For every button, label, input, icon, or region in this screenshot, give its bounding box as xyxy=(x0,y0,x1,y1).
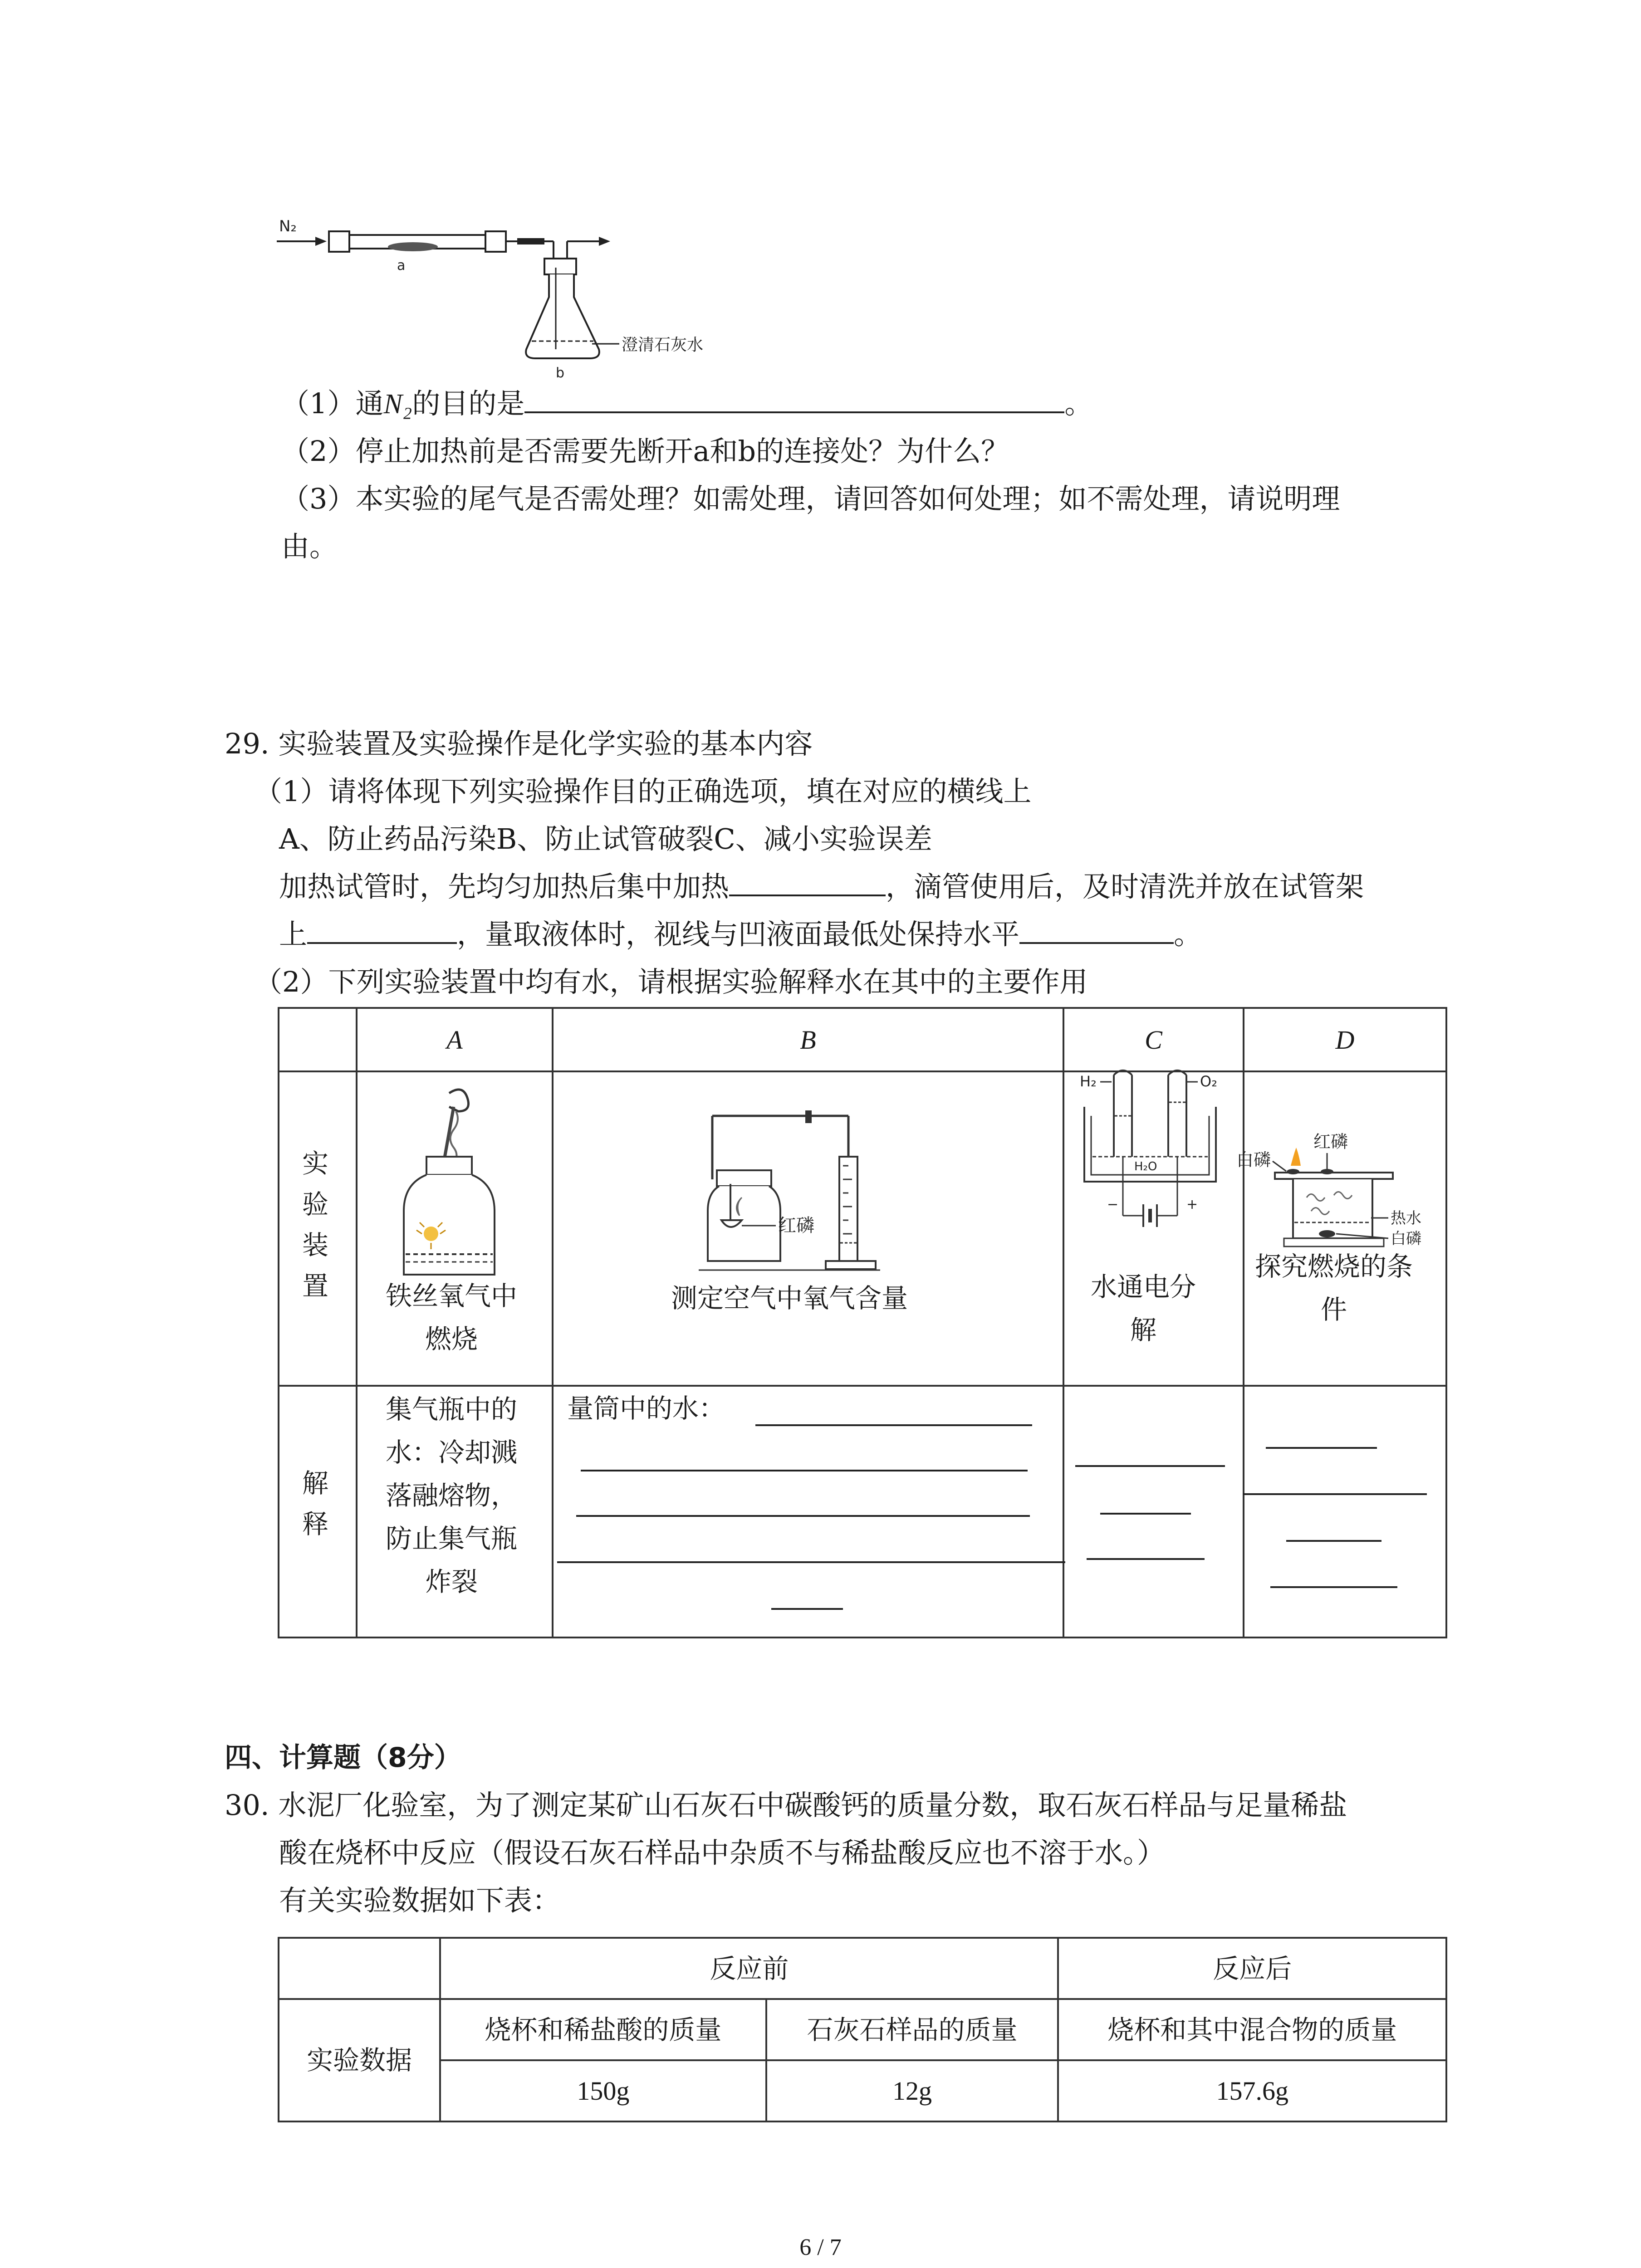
header-c: C xyxy=(1063,1008,1244,1071)
explain-a-line: 炸裂 xyxy=(425,1566,478,1597)
q29-fill-line1 xyxy=(279,866,1364,907)
answer-blank[interactable] xyxy=(557,1561,1065,1563)
q30-text-line1: 水泥厂化验室，为了测定某矿山石灰石中碳酸钙的质量分数，取石灰石样品与足量稀盐 xyxy=(278,1789,1347,1822)
explain-a-line: 集气瓶中的 xyxy=(385,1394,517,1425)
explain-a-line: 水：冷却溅 xyxy=(385,1437,517,1468)
header-d: D xyxy=(1244,1008,1446,1071)
answer-blank[interactable] xyxy=(307,915,457,944)
apparatus-b-label: 红磷 xyxy=(778,1215,814,1236)
answer-blank[interactable] xyxy=(576,1515,1030,1517)
fill1-text-a: 加热试管时，先均匀加热后集中加热 xyxy=(279,870,730,903)
d-hot-water-label: 热水 xyxy=(1391,1209,1421,1227)
table-corner xyxy=(279,1008,357,1071)
q28-sub1-var: N₂ xyxy=(383,389,412,420)
page-number: 6 / 7 xyxy=(799,2234,842,2260)
fill2-end: 。 xyxy=(1174,918,1202,951)
q30-val1: 150g xyxy=(440,2060,766,2121)
q30-line3: 有关实验数据如下表： xyxy=(279,1884,561,1917)
q30-corner xyxy=(279,1938,440,1999)
q29-title: 实验装置及实验操作是化学实验的基本内容 xyxy=(278,727,813,760)
q29-number: 29. xyxy=(225,727,269,760)
apparatus-a-iron-wire-drawing xyxy=(399,1084,508,1279)
explain-a xyxy=(363,1388,540,1603)
point-b-label: b xyxy=(556,365,565,381)
caption-d xyxy=(1234,1245,1434,1331)
apparatus-b-oxygen-measure-drawing xyxy=(699,1107,926,1279)
answer-blank[interactable] xyxy=(1075,1465,1225,1467)
q29-title-line xyxy=(225,723,813,764)
answer-blank[interactable] xyxy=(524,384,1064,413)
caption-c-line2: 解 xyxy=(1130,1315,1156,1345)
row-label-apparatus-text: 实 验 装 置 xyxy=(302,1148,328,1301)
c-plus-label: + xyxy=(1186,1197,1198,1212)
q30-row-label: 实验数据 xyxy=(279,1999,440,2121)
caption-b: 测定空气中氧气含量 xyxy=(671,1283,908,1314)
caption-d-line2: 件 xyxy=(1320,1294,1347,1325)
apparatus-diagram-n2-tube xyxy=(272,213,749,386)
q28-sub1 xyxy=(281,383,1092,425)
q29-sub2: （2）下列实验装置中均有水，请根据实验解释水在其中的主要作用 xyxy=(254,965,1088,998)
cell-explain-d xyxy=(1244,1386,1446,1637)
fill1-text-b: ，滴管使用后，及时清洗并放在试管架 xyxy=(886,870,1364,903)
header-b: B xyxy=(553,1008,1063,1071)
q29-options: A、防止药品污染B、防止试管破裂C、减小实验误差 xyxy=(279,822,932,855)
answer-blank[interactable] xyxy=(1270,1586,1397,1588)
q28-sub1-suffix: 的目的是 xyxy=(412,387,525,420)
answer-blank[interactable] xyxy=(1286,1540,1381,1542)
answer-blank[interactable] xyxy=(1266,1447,1377,1449)
q30-val3: 157.6g xyxy=(1058,2060,1446,2121)
n2-gas-label: N₂ xyxy=(279,217,297,235)
caption-a-line2: 燃烧 xyxy=(425,1324,478,1354)
answer-blank[interactable] xyxy=(1087,1558,1205,1560)
d-white-phosphorus-top-label: 白磷 xyxy=(1236,1150,1271,1170)
q30-line1 xyxy=(225,1785,1347,1826)
q30-col3: 烧杯和其中混合物的质量 xyxy=(1058,1999,1446,2060)
answer-blank[interactable] xyxy=(771,1608,843,1610)
caption-a-line1: 铁丝氧气中 xyxy=(385,1281,517,1311)
answer-blank[interactable] xyxy=(755,1424,1032,1426)
explain-a-line: 防止集气瓶 xyxy=(385,1523,517,1554)
answer-blank[interactable] xyxy=(729,867,886,896)
q30-before-header: 反应前 xyxy=(440,1938,1058,1999)
row-label-explain-text: 解 释 xyxy=(302,1468,328,1540)
q28-sub3-line1: （3）本实验的尾气是否需处理？如需处理，请回答如何处理；如不需处理，请说明理 xyxy=(281,482,1340,515)
lime-water-label: 澄清石灰水 xyxy=(622,336,704,354)
q29-sub1: （1）请将体现下列实验操作目的正确选项，填在对应的横线上 xyxy=(254,775,1032,808)
caption-a xyxy=(367,1275,535,1361)
c-h2-label: H₂ xyxy=(1080,1073,1097,1090)
caption-c xyxy=(1057,1266,1230,1352)
q28-sub1-end: 。 xyxy=(1064,387,1093,420)
q30-after-header: 反应后 xyxy=(1058,1938,1446,1999)
explain-b-prefix: 量筒中的水： xyxy=(567,1393,725,1424)
fill2-text-a: 上 xyxy=(279,918,308,951)
answer-blank[interactable] xyxy=(581,1470,1028,1471)
cell-explain-c xyxy=(1063,1386,1244,1637)
apparatus-c-electrolysis-drawing xyxy=(1075,1066,1225,1266)
fill2-text-b: ，量取液体时，视线与凹液面最低处保持水平 xyxy=(457,918,1020,951)
answer-blank[interactable] xyxy=(1100,1513,1191,1515)
q30-number: 30. xyxy=(225,1789,269,1822)
c-minus-label: − xyxy=(1107,1197,1119,1212)
q28-sub3-line2: 由。 xyxy=(281,530,338,563)
d-red-phosphorus-label: 红磷 xyxy=(1313,1132,1348,1152)
q28-sub2: （2）停止加热前是否需要先断开a和b的连接处？为什么？ xyxy=(281,435,1009,468)
explain-a-line: 落融熔物， xyxy=(385,1480,517,1511)
q29-fill-line2 xyxy=(279,914,1202,955)
answer-blank[interactable] xyxy=(1243,1493,1427,1495)
c-o2-label: O₂ xyxy=(1200,1073,1218,1090)
point-a-label: a xyxy=(397,258,406,274)
q30-col1: 烧杯和稀盐酸的质量 xyxy=(440,1999,766,2060)
section4-heading: 四、计算题（8分） xyxy=(225,1742,461,1774)
caption-d-line1: 探究燃烧的条 xyxy=(1254,1251,1413,1282)
q30-line2: 酸在烧杯中反应（假设石灰石样品中杂质不与稀盐酸反应也不溶于水。） xyxy=(279,1836,1166,1869)
header-a: A xyxy=(357,1008,553,1071)
q30-val2: 12g xyxy=(766,2060,1058,2121)
c-water-label: H₂O xyxy=(1134,1160,1157,1173)
q28-sub1-prefix: （1）通 xyxy=(281,387,384,420)
d-white-phosphorus-bottom-label: 白磷 xyxy=(1391,1230,1421,1248)
q30-col2: 石灰石样品的质量 xyxy=(766,1999,1058,2060)
answer-blank[interactable] xyxy=(1019,915,1174,944)
q30-data-table xyxy=(278,1937,1447,2122)
caption-c-line1: 水通电分 xyxy=(1090,1271,1196,1302)
